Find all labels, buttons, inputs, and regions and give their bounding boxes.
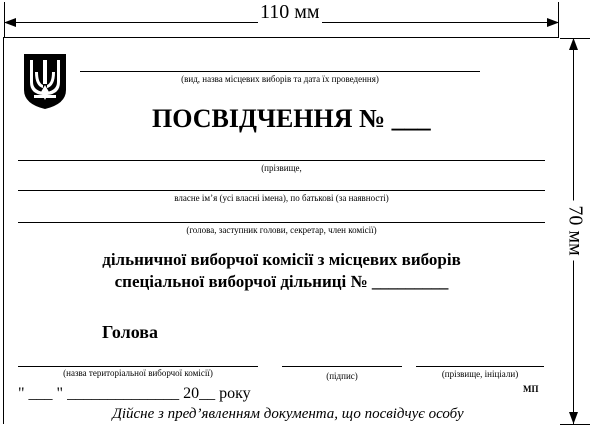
width-arrow-right-icon [547,18,559,27]
position-caption: (голова, заступник голови, секретар, член комісії) [186,225,377,235]
height-dimension-label: 70 мм [564,201,587,261]
commission-line-2: спеціальної виборчої дільниці № _________ [114,272,449,291]
width-dimension-label: 110 мм [260,1,320,23]
election-type-caption: (вид, назва місцевих виборів та дата їх проведення) [181,74,379,84]
trident-emblem-icon [22,52,68,110]
commission-line-1: дільничної виборчої комісії з місцевих виборів [102,250,461,269]
width-arrow-left-icon [4,18,16,27]
role-label: Голова [102,322,159,342]
certificate-title: ПОСВІДЧЕННЯ № ___ [152,104,431,133]
signature-line [282,366,402,367]
dim-bottom-extension-line [560,424,590,425]
given-names-caption: власне ім’я (усі власні імена), по батькові (за наявності) [174,193,389,203]
height-arrow-top-icon [569,38,578,50]
commission-name-line [18,366,258,367]
position-line [18,222,545,223]
seal-place-label: МП [523,384,539,394]
commission-name-caption: (назва територіальної виборчої комісії) [63,368,213,378]
validity-note: Дійсне з пред’явленням документа, що посвідчує особу [112,406,464,422]
surname-line [18,160,545,161]
height-arrow-bottom-icon [569,412,578,424]
name-initials-caption: (прізвище, ініціали) [441,369,519,379]
date-line: " ___ " ______________ 20__ року [18,385,251,402]
election-type-line [80,71,480,72]
signature-caption: (підпис) [326,371,358,381]
name-initials-line [416,366,544,367]
given-names-line [18,190,545,191]
surname-caption: (прізвище, [261,163,302,173]
